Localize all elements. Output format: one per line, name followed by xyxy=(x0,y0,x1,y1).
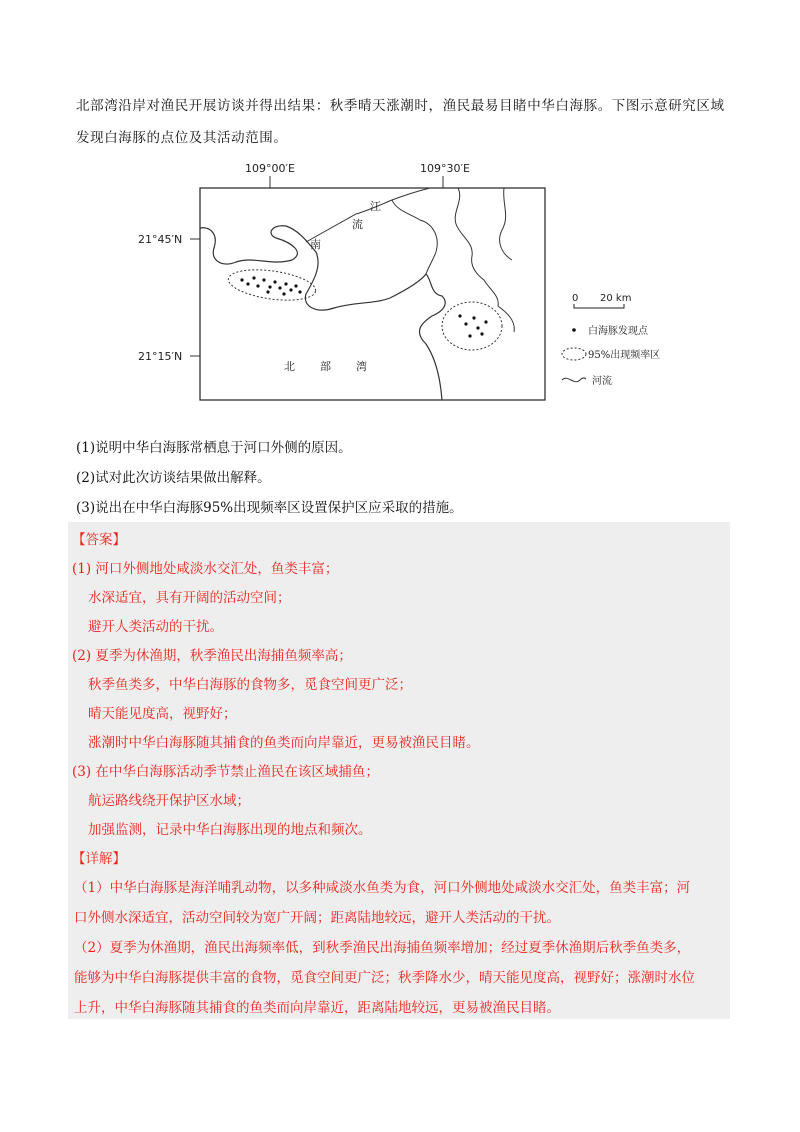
lat-label-top: 21°45′N xyxy=(138,233,183,246)
sighting-dot xyxy=(278,286,281,289)
legend-dot-symbol xyxy=(572,328,576,332)
scale-end-label: 20 km xyxy=(600,293,632,304)
detail-header: 【详解】 xyxy=(72,851,126,867)
sighting-dot xyxy=(476,326,479,329)
sighting-dot xyxy=(484,320,487,323)
answer-line-7: 涨潮时中华白海豚随其捕食的鱼类而向岸靠近，更易被渔民目睹。 xyxy=(88,735,480,751)
legend-dot-label: 白海豚发现点 xyxy=(588,326,648,337)
detail-p2-line-2: 能够为中华白海豚提供丰富的食物，觅食空间更广泛；秋季降水少，晴天能见度高，视野好；涨潮时水位 xyxy=(74,970,695,986)
study-area-map xyxy=(130,156,661,416)
sighting-dot xyxy=(240,278,243,281)
sighting-dot xyxy=(472,316,475,319)
gulf-label-bei: 北 xyxy=(284,360,295,373)
answer-line-3: 避开人类活动的干扰。 xyxy=(88,619,223,635)
detail-paragraph-1 xyxy=(74,873,726,933)
scale-bar xyxy=(574,304,624,308)
question-3: (3)说出在中华白海豚95%出现频率区设置保护区应采取的措施。 xyxy=(76,500,463,516)
sighting-dot xyxy=(464,322,467,325)
sighting-dot xyxy=(282,292,285,295)
detail-p1-line-1: （1）中华白海豚是海洋哺乳动物，以多种咸淡水鱼类为食，河口外侧地处咸淡水交汇处，鱼类丰富；河 xyxy=(74,880,691,896)
legend-zone-label: 95%出现频率区 xyxy=(588,350,661,361)
gulf-label-wan: 湾 xyxy=(356,360,367,373)
sighting-dot xyxy=(289,288,292,291)
question-2: (2)试对此次访谈结果做出解释。 xyxy=(76,470,271,486)
sighting-dot xyxy=(266,290,269,293)
legend-river-label: 河流 xyxy=(592,376,612,387)
detail-p2-line-3: 上升，中华白海豚随其捕食的鱼类而向岸靠近，距离陆地较远，更易被渔民目睹。 xyxy=(74,1000,560,1016)
sighting-dot xyxy=(458,314,461,317)
sighting-dot xyxy=(468,334,471,337)
answer-line-9: 航运路线绕开保护区水域； xyxy=(88,793,250,809)
map-frame xyxy=(200,188,545,400)
answer-panel xyxy=(68,522,730,1019)
answer-line-5: 秋季鱼类多，中华白海豚的食物多，觅食空间更广泛； xyxy=(88,677,412,693)
lon-label-left: 109°00′E xyxy=(245,162,295,175)
lon-label-right: 109°30′E xyxy=(420,162,470,175)
legend-zone-symbol xyxy=(562,348,586,360)
answer-line-10: 加强监测，记录中华白海豚出现的地点和频次。 xyxy=(88,822,372,838)
river-label-liu: 流 xyxy=(352,218,363,231)
river-label-nan: 南 xyxy=(310,238,321,251)
sighting-dot xyxy=(273,280,276,283)
lat-label-bottom: 21°15′N xyxy=(138,350,183,363)
question-1: (1)说明中华白海豚常栖息于河口外侧的原因。 xyxy=(76,440,352,456)
intro-line-1: 北部湾沿岸对渔民开展访谈并得出结果：秋季晴天涨潮时，渔民最易目睹中华白海豚。下图示意研究区域 xyxy=(76,98,725,114)
legend-river-symbol xyxy=(562,378,586,382)
detail-p2-line-1: （2）夏季为休渔期，渔民出海频率低，到秋季渔民出海捕鱼频率增加；经过夏季休渔期后秋季鱼类多， xyxy=(74,940,691,956)
sighting-dot xyxy=(480,332,483,335)
sighting-dot xyxy=(246,282,249,285)
sighting-dot xyxy=(294,284,297,287)
detail-p1-line-2: 口外侧水深适宜，活动空间较为宽广开阔；距离陆地较远，避开人类活动的干扰。 xyxy=(74,910,560,926)
sighting-dot xyxy=(268,285,271,288)
answer-line-8: (3) 在中华白海豚活动季节禁止渔民在该区域捕鱼； xyxy=(72,764,379,780)
intro-text xyxy=(76,96,731,160)
question-list xyxy=(76,438,731,528)
sighting-dot xyxy=(252,276,255,279)
answer-header: 【答案】 xyxy=(72,532,126,548)
sighting-dot xyxy=(262,278,265,281)
sighting-dot xyxy=(284,282,287,285)
answer-line-1: (1) 河口外侧地处咸淡水交汇处，鱼类丰富； xyxy=(72,561,339,577)
gulf-label-bu: 部 xyxy=(320,360,331,373)
intro-line-2: 发现白海豚的点位及其活动范围。 xyxy=(76,130,288,146)
answer-line-4: (2) 夏季为休渔期，秋季渔民出海捕鱼频率高； xyxy=(72,648,352,664)
river-label-jiang: 江 xyxy=(370,200,381,213)
sighting-dot xyxy=(298,290,301,293)
detail-paragraph-2 xyxy=(74,933,726,1023)
sighting-dot xyxy=(256,284,259,287)
answer-line-2: 水深适宜，具有开阔的活动空间； xyxy=(88,590,291,606)
scale-start-label: 0 xyxy=(572,293,579,304)
answer-line-6: 晴天能见度高，视野好； xyxy=(88,706,237,722)
